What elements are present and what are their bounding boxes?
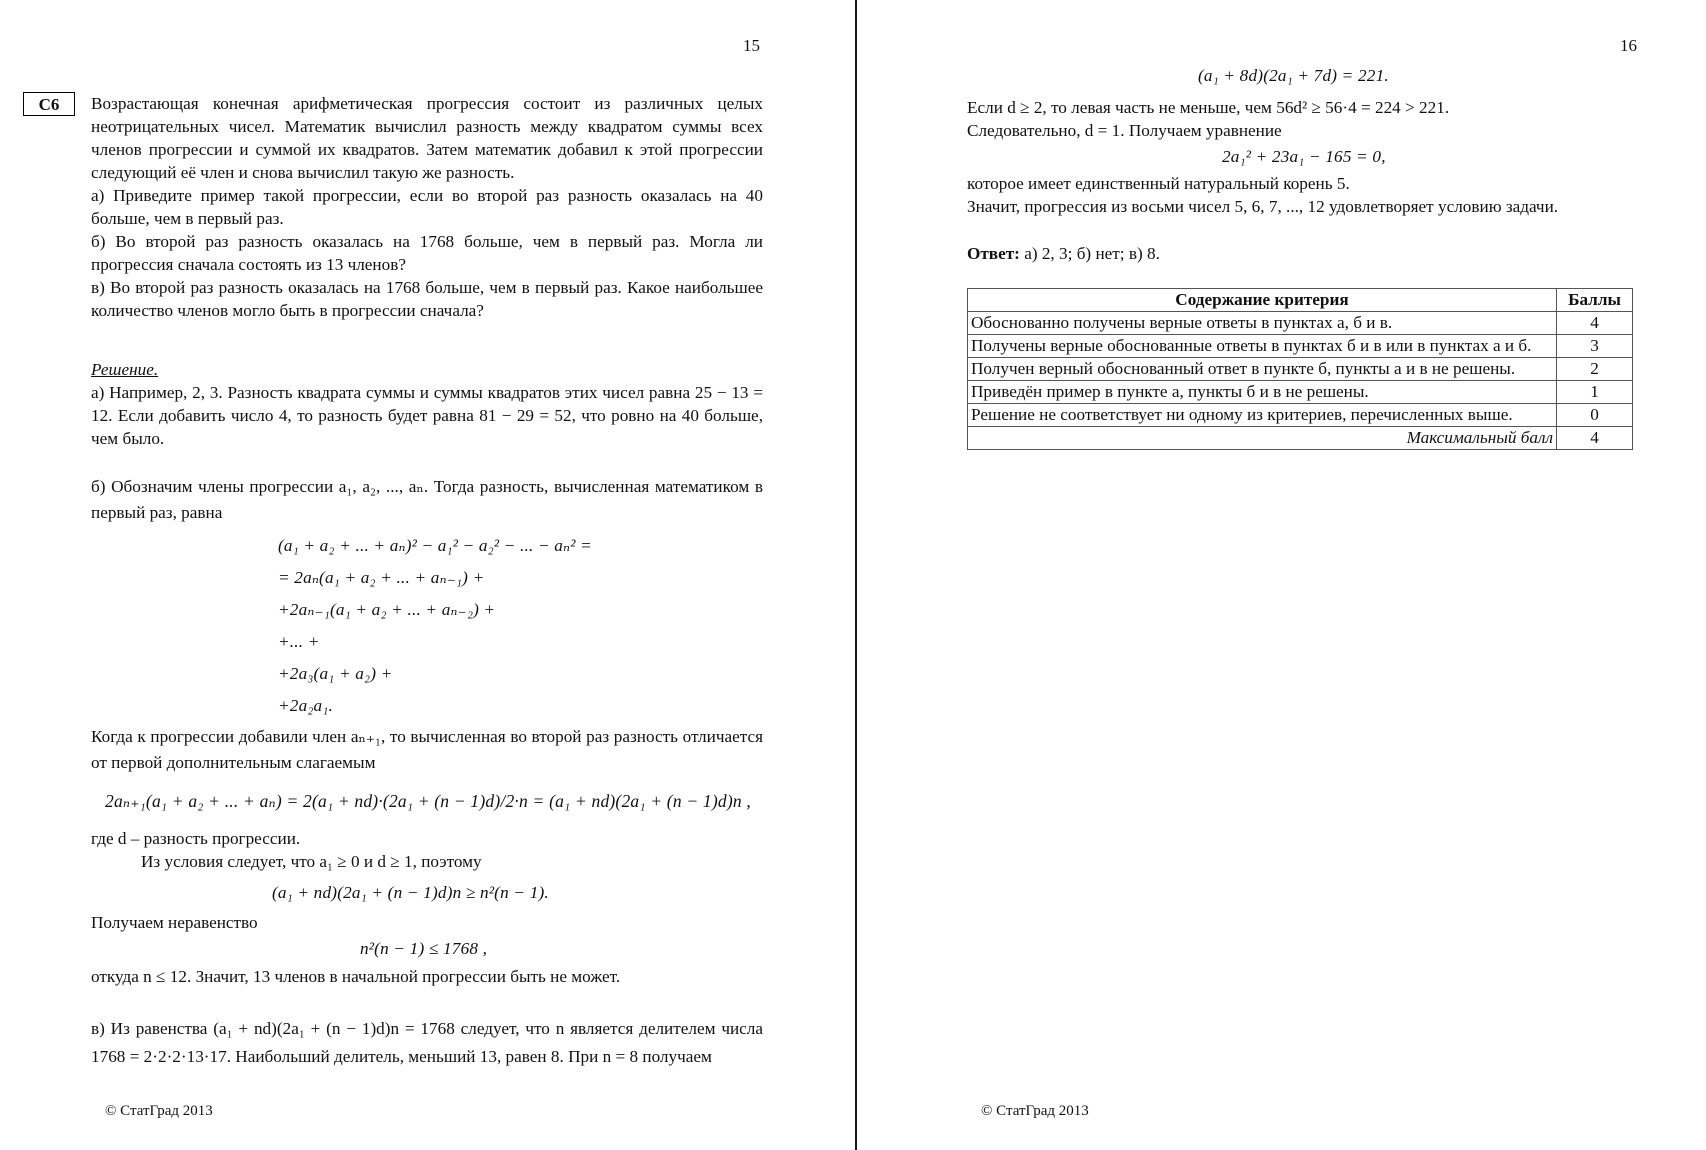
- problem-part-b: б) Во второй раз разность оказалась на 1768 больше, чем в первый раз. Могла ли прогрессия сначала состоять из 13 членов?: [91, 232, 763, 274]
- bound-formula: (a₁ + nd)(2a₁ + (n − 1)d)n ≥ n²(n − 1).: [272, 883, 549, 902]
- line-if: Если d ≥ 2, то левая часть не меньше, чем 56d² ≥ 56·4 = 224 > 221.: [967, 98, 1450, 117]
- solution-part-c: в) Из равенства (a₁ + nd)(2a₁ + (n − 1)d)n = 1768 следует, что n является делителем числа 1768 = 2·2·2·13·17. Наибольший делитель, меньший 13, равен 8. При n = 8 получаем: [91, 1019, 763, 1066]
- inequality-intro: Получаем неравенство: [91, 913, 258, 932]
- score-cell: 4: [1557, 312, 1633, 335]
- expansion-line: +... +: [278, 632, 320, 651]
- problem-part-a: а) Приведите пример такой прогрессии, если во второй раз разность оказалась на 40 больше, чем в первый раз.: [91, 186, 763, 228]
- max-score-value: 4: [1557, 427, 1633, 450]
- score-cell: 0: [1557, 404, 1633, 427]
- criterion-cell: Обоснованно получены верные ответы в пунктах а, б и в.: [968, 312, 1557, 335]
- answer-line: [967, 242, 1639, 265]
- criterion-header: Содержание критерия: [968, 289, 1557, 312]
- expansion-line: +2a₃(a₁ + a₂) +: [278, 664, 393, 683]
- expansion-formula: [278, 530, 758, 722]
- expansion-line: +2a₂a₁.: [278, 696, 334, 715]
- d-definition: где d – разность прогрессии.: [91, 829, 301, 848]
- criterion-cell: Получен верный обоснованный ответ в пункте б, пункты а и в не решены.: [968, 358, 1557, 381]
- solution-part-b-intro: б) Обозначим члены прогрессии a₁, a₂, ..., aₙ. Тогда разность, вычисленная математиком в первый раз, равна: [91, 477, 763, 522]
- solution-heading: Решение.: [91, 360, 159, 379]
- solution-part-a: а) Например, 2, 3. Разность квадрата суммы и суммы квадратов этих чисел равна 25 − 13 = 12. Если добавить число 4, то разность будет равна 81 − 29 = 52, что ровно на 40 больше, чем было.: [91, 383, 763, 448]
- score-cell: 1: [1557, 381, 1633, 404]
- criterion-cell: Получены верные обоснованные ответы в пунктах б и в или в пунктах а и б.: [968, 335, 1557, 358]
- page-number-left: 15: [743, 36, 760, 55]
- criterion-cell: Приведён пример в пункте а, пункты б и в не решены.: [968, 381, 1557, 404]
- criterion-cell: Решение не соответствует ни одному из критериев, перечисленных выше.: [968, 404, 1557, 427]
- footer-left: © СтатГрад 2013: [105, 1103, 213, 1119]
- criteria-table: [967, 288, 1633, 450]
- answer-value: а) 2, 3; б) нет; в) 8.: [1019, 244, 1160, 263]
- score-cell: 3: [1557, 335, 1633, 358]
- table-max-row: [968, 427, 1633, 450]
- difference-formula: 2aₙ₊₁(a₁ + a₂ + ... + aₙ) = 2(a₁ + nd)·(2a₁ + (n − 1)d)/2·n = (a₁ + nd)(2a₁ + (n − 1)d)n ,: [105, 791, 751, 811]
- table-row: [968, 404, 1633, 427]
- table-row: [968, 358, 1633, 381]
- line-hence: Следовательно, d = 1. Получаем уравнение: [967, 121, 1282, 140]
- solution-a-section: [91, 358, 763, 450]
- score-header: Баллы: [1557, 289, 1633, 312]
- inequality-formula: n²(n − 1) ≤ 1768 ,: [360, 939, 488, 958]
- page-number-right: 16: [1620, 36, 1637, 55]
- expansion-line: +2aₙ₋₁(a₁ + a₂ + ... + aₙ₋₂) +: [278, 600, 496, 619]
- table-header-row: [968, 289, 1633, 312]
- table-row: [968, 381, 1633, 404]
- equation-top: (a₁ + 8d)(2a₁ + 7d) = 221.: [1198, 66, 1389, 85]
- problem-statement: [91, 92, 763, 322]
- added-term-text: Когда к прогрессии добавили член aₙ₊₁, то вычисленная во второй раз разность отличается от первой дополнительным слагаемым: [91, 727, 763, 772]
- problem-paragraph: Возрастающая конечная арифметическая прогрессия состоит из различных целых неотрицательных чисел. Математик вычислил разность между квадратом суммы всех членов прогрессии и суммой их квадратов. Затем математик добавил к этой прогрессии следующий её член и снова вычислил такую же разность.: [91, 94, 763, 182]
- expansion-line: (a₁ + a₂ + ... + aₙ)² − a₁² − a₂² − ... − aₙ² =: [278, 536, 592, 555]
- task-label: С6: [23, 92, 75, 116]
- table-row: [968, 312, 1633, 335]
- footer-right: © СтатГрад 2013: [981, 1103, 1089, 1119]
- quadratic-equation: 2a₁² + 23a₁ − 165 = 0,: [1222, 147, 1386, 166]
- condition-text: Из условия следует, что a₁ ≥ 0 и d ≥ 1, поэтому: [141, 852, 482, 871]
- max-score-label: Максимальный балл: [968, 427, 1557, 450]
- problem-part-c: в) Во второй раз разность оказалась на 1768 больше, чем в первый раз. Какое наибольшее количество членов могло быть в прогрессии сначала?: [91, 278, 763, 320]
- table-row: [968, 335, 1633, 358]
- expansion-line: = 2aₙ(a₁ + a₂ + ... + aₙ₋₁) +: [278, 568, 485, 587]
- answer-label: Ответ:: [967, 244, 1020, 263]
- root-text: которое имеет единственный натуральный корень 5.: [967, 174, 1350, 193]
- progression-text: Значит, прогрессия из восьми чисел 5, 6, 7, ..., 12 удовлетворяет условию задачи.: [967, 197, 1559, 216]
- conclusion-b: откуда n ≤ 12. Значит, 13 членов в начальной прогрессии быть не может.: [91, 967, 621, 986]
- score-cell: 2: [1557, 358, 1633, 381]
